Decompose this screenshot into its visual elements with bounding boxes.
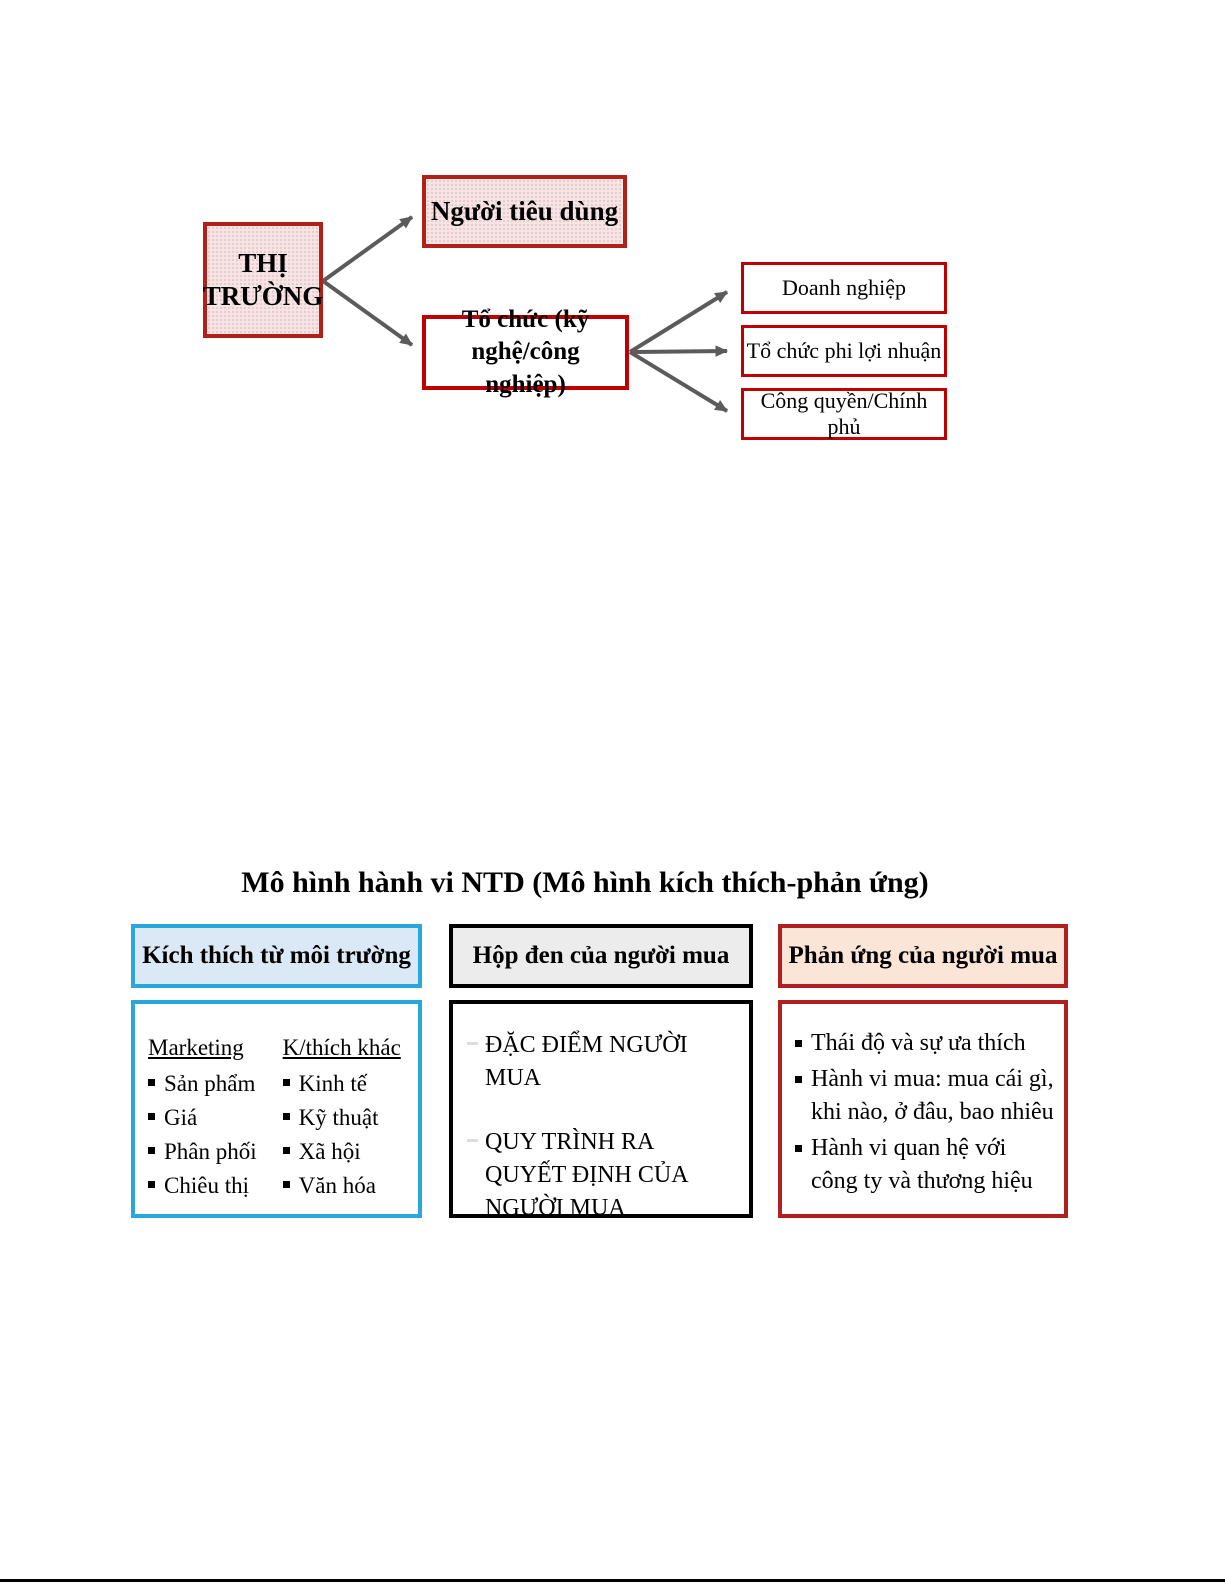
organization-box [422,305,629,398]
list-item [283,1067,401,1100]
list-item [283,1101,401,1134]
arrow-organization-to-business [630,292,727,352]
market-box-label: THỊ TRƯỜNG [202,248,324,311]
bullet-icon [283,1079,290,1086]
list-item-label: Sản phẩm [164,1071,256,1097]
marketing-group [148,1031,257,1204]
arrow-organization-to-nonprofit [630,351,727,352]
stimuli-header-label: Kích thích từ môi trường [142,942,411,969]
list-item-label: Kỹ thuật [298,1105,379,1131]
other-stimuli-group [283,1031,401,1204]
consumer-box [422,175,627,248]
government-box-label: Công quyền/Chính phủ [760,388,928,439]
nonprofit-box [741,325,947,377]
list-item [148,1067,257,1100]
organization-box-label: Tổ chức (kỹ nghệ/công nghiệp) [461,305,590,398]
arrow-organization-to-government [630,352,727,411]
list-item-label: Phân phối [164,1139,257,1165]
business-box [741,262,947,314]
list-item [148,1169,257,1202]
list-item [148,1101,257,1134]
list-item-label: Chiêu thị [164,1173,249,1199]
response-header-label: Phản ứng của người mua [788,942,1058,969]
behavior-model-title: Mô hình hành vi NTD (Mô hình kích thích-phản ứng) [241,866,929,899]
list-item-label: Xã hội [298,1139,361,1165]
consumer-box-label: Người tiêu dùng [430,196,619,226]
response-header [778,924,1068,988]
response-body [778,1000,1068,1218]
bullet-icon [148,1079,155,1086]
business-box-label: Doanh nghiệp [781,275,907,300]
list-item-label: Thái độ và sự ưa thích [811,1030,1026,1056]
list-item [283,1135,401,1168]
faint-dash-icon [467,1042,478,1045]
arrow-market-to-consumer [323,217,412,281]
government-box [741,388,947,440]
list-item-label: Giá [164,1105,198,1131]
faint-dash-icon [467,1139,478,1142]
nonprofit-box-label: Tổ chức phi lợi nhuận [746,338,942,363]
marketing-group-heading: Marketing [148,1035,244,1060]
bullet-icon [148,1113,155,1120]
list-item [283,1169,401,1202]
list-item-label: QUY TRÌNH RA QUYẾT ĐỊNH CỦA NGƯỜI MUA [485,1129,688,1222]
other-stimuli-group-heading: K/thích khác [282,1035,401,1060]
list-item-label: Kinh tế [298,1071,367,1097]
blackbox-header-label: Hộp đen của người mua [472,942,730,969]
blackbox-body [449,1000,753,1222]
bullet-icon [283,1113,290,1120]
list-item [148,1135,257,1168]
list-item [795,1063,1056,1129]
stimuli-body [131,1000,422,1218]
bullet-icon [795,1145,802,1152]
list-item-label: Văn hóa [298,1173,376,1199]
stimuli-header [131,924,422,988]
list-item [795,1132,1056,1198]
bullet-icon [283,1181,290,1188]
market-box [203,222,323,338]
bullet-icon [148,1147,155,1154]
bullet-icon [795,1076,802,1083]
bullet-icon [148,1181,155,1188]
list-item-label: Hành vi quan hệ với công ty và thương hiệu [811,1134,1033,1194]
blackbox-header [449,924,753,988]
page-bottom-rule [0,1579,1225,1582]
list-item-label: Hành vi mua: mua cái gì, khi nào, ở đâu, bao nhiêu [811,1065,1054,1125]
bullet-icon [795,1040,802,1047]
list-item [467,1029,739,1095]
arrow-market-to-organization [323,281,412,345]
list-item-label: ĐẶC ĐIỂM NGƯỜI MUA [485,1032,688,1092]
list-item [467,1126,739,1225]
list-item [795,1027,1056,1060]
bullet-icon [283,1147,290,1154]
